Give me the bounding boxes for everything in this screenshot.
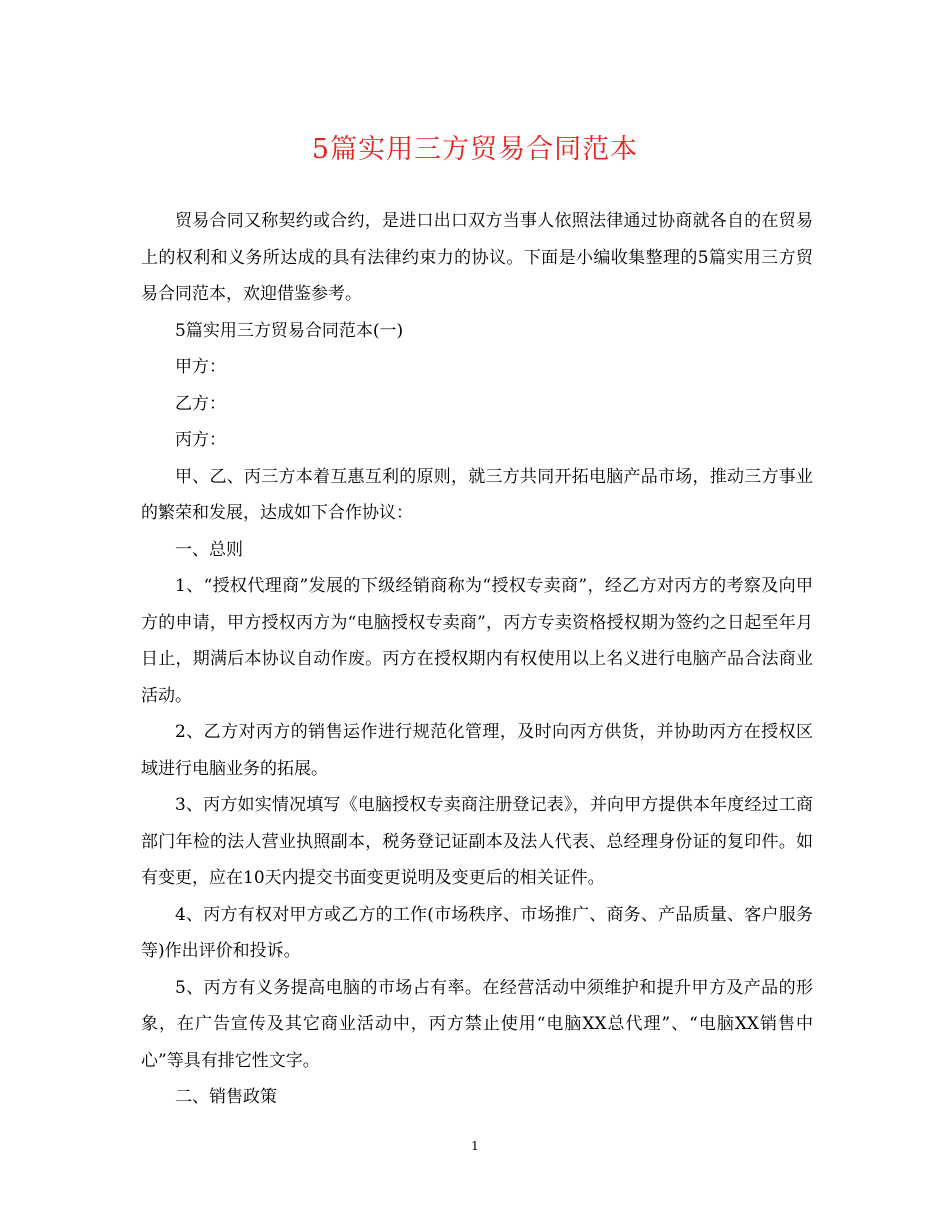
document-title: 5篇实用三方贸易合同范本 — [311, 134, 639, 165]
agreement-preamble: 甲、乙、丙三方本着互惠互利的原则，就三方共同开拓电脑产品市场，推动三方事业的繁荣和发展，达成如下合作协议： — [141, 466, 813, 523]
section-heading-general: 一、总则 — [175, 539, 243, 560]
party-b-line: 乙方： — [175, 393, 226, 414]
document-body — [141, 203, 813, 1116]
party-c-line: 丙方： — [175, 430, 226, 450]
clause-4: 4、丙方有权对甲方或乙方的工作(市场秩序、市场推广、商务、产品质量、客户服务等)作出评价和投诉。 — [141, 904, 813, 961]
clause-2: 2、乙方对丙方的销售运作进行规范化管理，及时向丙方供货，并协助丙方在授权区域进行电脑业务的拓展。 — [141, 722, 813, 779]
page-number: 1 — [471, 1139, 479, 1153]
intro-paragraph: 贸易合同又称契约或合约，是进口出口双方当事人依照法律通过协商就各自的在贸易上的权利和义务所达成的具有法律约束力的协议。下面是小编收集整理的5篇实用三方贸易合同范本，欢迎借鉴参考。 — [141, 211, 813, 304]
clause-5: 5、丙方有义务提高电脑的市场占有率。在经营活动中须维护和提升甲方及产品的形象，在广告宣传及其它商业活动中，丙方禁止使用“电脑XX总代理”、“电脑XX销售中心”等具有排它性文字。 — [141, 977, 813, 1071]
clause-3: 3、丙方如实情况填写《电脑授权专卖商注册登记表》，并向甲方提供本年度经过工商部门年检的法人营业执照副本，税务登记证副本及法人代表、总经理身份证的复印件。如有变更，应在10天内提交书面变更说明及变更后的相关证件。 — [141, 795, 813, 888]
section-heading-sales-policy: 二、销售政策 — [175, 1087, 277, 1107]
section-heading-contract-one: 5篇实用三方贸易合同范本(一) — [175, 320, 404, 341]
clause-1: 1、“授权代理商”发展的下级经销商称为“授权专卖商”，经乙方对丙方的考察及向甲方的申请，甲方授权丙方为“电脑授权专卖商”，丙方专卖资格授权期为签约之日起至年月日止，期满后本协议自动作废。丙方在授权期内有权使用以上名义进行电脑产品合法商业活动。 — [141, 576, 813, 706]
party-a-line: 甲方： — [175, 357, 226, 377]
